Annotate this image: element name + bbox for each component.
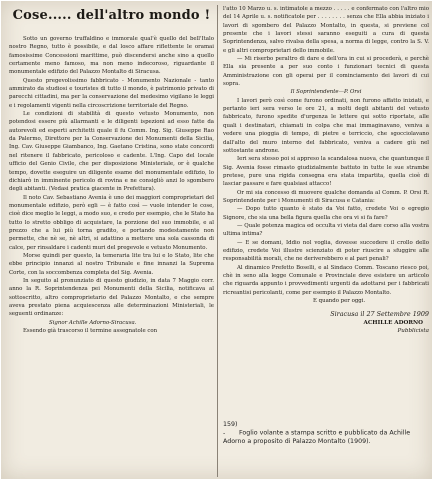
signature-soprintendente: Il Soprintendente—P. Orsi (290, 89, 362, 96)
paragraph: — Dopo tutto quanto è stato da Voi fatto, credete Voi o egregio Signore, che sia una bella figura quella che ora vi si fa fare? (223, 206, 429, 221)
paragraph: Al dinamico Prefetto Boselli, e al Sindaco Comm. Toscano riesco poi, chè in seno alla legge Comunale e Provinciale deve esistere un articolo che riguarda appunto i provvedimenti urgenti da adottarsi per i fabbricati ricreantisi pericolanti, come per esempio il Palazzo Montalto. (223, 264, 429, 296)
figure-caption (223, 421, 429, 447)
column-divider (217, 5, 218, 477)
signature-role: Pubblicista (397, 328, 429, 335)
signature-date: Siracusa il 27 Settembre 1909 (330, 310, 429, 319)
ordinance-addressee: Signor Achille Adorno-Siracusa. (49, 319, 137, 326)
paragraph: I lavori però così come furono ordinati, non furono affatto iniziati, e pertanto ieri sera verso le ore 21, a molti degli abitanti del vetusto fabbricato, furono spedite d'urgenza le lettere qui sotto riportate, alle quali i destinatari, chiamati in colpa che mai immaginavano, veniva a vedere una pioggia di tempo, di pietre e terriccio, che sgocciolavano dall'alto del muro interno del fabbricato, veniva a cadere giù nel sottostante androne. (223, 97, 429, 154)
paragraph: — Mi riserbo peraltro di dare e dell'ora in cui si procederà, e perchè Ella sia presente a per suo conto i funzionari tecnici di questa Amministrazione con gli operai per il cominciamento dei lavori di cui sopra. (223, 56, 429, 88)
paragraph: Sotto un governo truffaldino e immorale qual'è quello del bell'Italo nostro Regno, tutto è possibile, e dal losco affare riflettente le oramai famosissime Concessioni marittime, può discendersi anche sino a quello certamente meno famoso, ma non meno indecoroso, riguardante il monumentale edifizio del Palazzo Montalto di Siracusa. (9, 36, 214, 76)
paragraph: Le condizioni di stabilità di questo vetusto Monumento, non potendosi essere più allarmanti e le diligenti ispezioni ad esso fatte da autorevoli ed esperti architetti quale il fu Comm. Ing. Sig. Giuseppe Rao da Palermo, Direttore per la Conservazione dei Monumenti della Sicilia, Ing. Cav. Giuseppe Giambanco, Ing. Gaetano Cristina, sono state concordi nel ritenere il fabbricato, pericoloso e cadente. L'Ing. Capo del locale ufficio del Genio Civile, che per disposizione Ministeriale, or è qualche tempo, dovette eseguire un diligente esame del monumentale edifizio, lo dichiarò in imminente pericolo di rovina e ne consigliò anzi lo sgombero degli abitanti. (Vedasi pratica giacente in Prefettura). (9, 111, 214, 193)
scanned-page (1, 1, 432, 479)
paragraph: Essendo già trascorso il termine assegnatole con (23, 328, 158, 335)
paragraph: Ieri sera stesso poi si appreso la scandalosa nuova, che quantunque il Sig. Avenia fosse rimasto giudizialmente battuto in tutte le sue strambe pretese, pure una rigida consegna era stata impartita, quella cioè di lasciar passare e fare qualsiasi attacco! (223, 156, 429, 188)
paragraph: Morse quindi per questo, la temeraria lite tra lui e lo Stato, lite che ebbe principio innanzi al nostro Tribunale e fine innanzi la Suprema Corte, con la soccombenza completa del Sig. Avenia. (9, 252, 214, 276)
paragraph: E quando per oggi. (313, 298, 366, 305)
paragraph: — Quale potenza magica ed occulta vi vieta dal dare corso alla vostra ultima intima? (223, 222, 429, 238)
paragraph: l'atto 10 Marzo u. s. intimatole a mezzo . . . . . e confermato con l'altro mio del 14 Aprile u. s. notificatole per . . . . . . . . senza che Ella abbia iniziato i lavori di sgombero del Palazzo Montalto, in questa, si previene col presente che i lavori stessi saranno eseguiti a cura di questa Soprintendenza, salvo rivalsa della spesa, a norma di legge, contro la S. V. e gli altri comproprietari dello immobile. (223, 6, 429, 54)
caption-text: Foglio volante a stampa scritto e pubblicato da Achille Adorno a proposito di Palazzo Montalto (1909). (223, 429, 411, 446)
paragraph: Or mi sia concesso di muovere qualche domanda al Comm. P. Orsi R. Soprintendente per i Monumenti di Siracusa e Catania: (223, 189, 429, 204)
paragraph: Questo pregevolissimo fabbricato - Monumento Nazionale - tanto ammirato da studiosi e touristes di tutto il mondo, è patrimonio privato di parecchi cittadini, ma per la conservazione del medesimo vigilano le leggi e i regolamenti vigenti nella circoscrizione territoriale del Regno. (9, 77, 214, 109)
article-title: Cose..... dell'altro mondo ! (12, 8, 211, 23)
paragraph: Il noto Cav. Sebastiano Avenia è uno dei maggiori comproprietari del monumentale edifizio, però egli — è fatto così — vuole intender le cose, cioè dice meglio le leggi, a modo suo, e credo per esempio, che le Stato ha tutto lo stretto obbligo di acquistare, la porzione del suo immobile, e al prezzo che a lui più torna gradito, e portando modestamente non permette, che nè se, nè altri, si adattino a mettere una sola cassonda di calce, per rinsaldare i cadenti muri del pregevole e vetusto Monumento. (9, 194, 214, 251)
paragraph: — E se domani, Iddio nol voglia, dovesse succedere il crollo dello edifizio, credete Voi illustre scienziato di poter riuscire a sfuggire alle responsabilità morali, che ne deriverebbero e al pari penali? (223, 239, 429, 263)
signature-name: ACHILLE ADORNO (363, 319, 423, 326)
right-column (223, 5, 429, 417)
paragraph: In seguito al pronunziato di questo giudizio, in data 7 Maggio corr. anno la R. Soprintendenza pei Monumenti della Sicilia, notificava al sottoscritto, altro comproprietario del Palazzo Montalto, e che sempre aveva prestato piena acquiescenza alle determinazioni Ministeriali, le seguenti ordinanze: (9, 277, 214, 318)
caption-number: 159) - (223, 421, 238, 437)
left-column (9, 7, 214, 477)
